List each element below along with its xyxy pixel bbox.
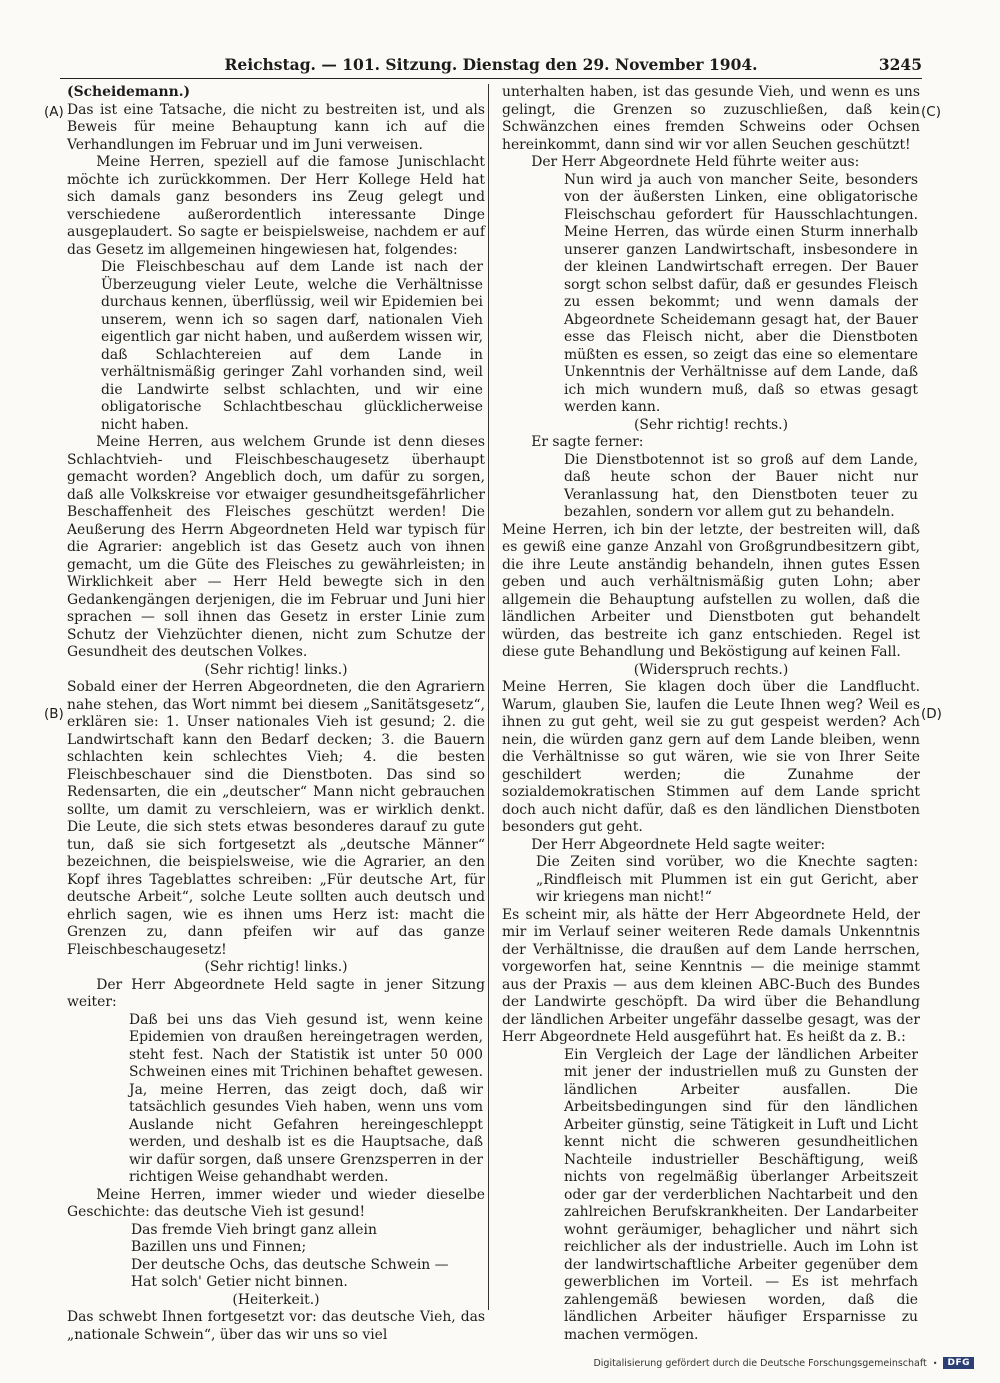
paragraph: Es scheint mir, als hätte der Herr Abgeordnete Held, der mir im Verlauf seiner weiteren Rede damals Unkenntnis der Verhältnisse, die draußen auf dem Lande herrschen, vorgeworfen hat, seine Kenntnis — die meinige stammt aus der Praxis — aus dem kleinen ABC-Buch des Bundes der Landwirte geschöpft. Da wird über die Behandlung der ländlichen Arbeiter ungefähr dasselbe gesagt, was der Herr Abgeordnete Held ausgeführt hat. Es heißt da z. B.:	[502, 906, 920, 1045]
dfg-logo: DFG	[943, 1357, 974, 1369]
paragraph: Meine Herren, immer wieder und wieder dieselbe Geschichte: das deutsche Vieh ist gesund!	[67, 1186, 485, 1220]
quotation: Nun wird ja auch von mancher Seite, besonders von der äußersten Linken, eine obligatorische Fleischschau gefordert für Hausschlachtungen. Meine Herren, das würde einen Sturm innerhalb unserer ganzen Landwirtschaft, insbesondere in der kleinen Landwirtschaft erregen. Der Bauer sorgt schon selbst dafür, daß er gesundes Fleisch zu essen bekommt; und wenn damals der Abgeordnete Scheidemann gesagt hat, der Bauer esse das Fleisch nicht, aber die Dienstboten müßten es essen, so zeigt das eine so elementare Unkenntnis der Verhältnisse auf dem Lande, daß ich mich wundern muß, daß so etwas gesagt werden kann.	[564, 171, 918, 415]
paragraph: Er sagte ferner:	[531, 434, 644, 450]
quotation: Die Fleischbeschau auf dem Lande ist nach der Überzeugung vieler Leute, welche die Verhältnisse durchaus kennen, überflüssig, weil wir Epidemien bei unserem, wenn ich so sagen darf, nationalen Vieh eigentlich gar nicht haben, und außerdem wissen wir, daß Schlachtereien auf dem Lande in verhältnismäßig geringer Zahl vorhanden sind, weil die Landwirte selbst schlachten, und wir eine obligatorische Schlachtbeschau glücklicherweise nicht haben.	[101, 259, 483, 433]
margin-mark-b: (B)	[44, 706, 64, 722]
paragraph: Sobald einer der Herren Abgeordneten, die den Agrariern nahe stehen, das Wort nimmt bei diesem „Sanitätsgesetz“, erklären sie: 1. Unser nationales Vieh ist gesund; 2. die Landwirtschaft kann den Bedarf decken; 3. die Bauern schlachten kein schlechtes Vieh; 4. die besten Fleischbeschauer sind die Dienstboten. Das sind so Redensarten, die ein „deutscher“ Mann nicht gebrauchen sollte, um damit zu verschleiern, was er wirklich denkt. Die Leute, die sich stets etwas besonderes darauf zu gute tun, daß sie sich fortgesetzt als „deutsche Männer“ bezeichnen, die beispielsweise, wie die Agrarier, an den Kopf ihres Tageblattes schreiben: „Für deutsche Art, für deutsche Arbeit“, solche Leute sollten auch deutsch und ehrlich sagen, wie es ihnen ums Herz ist: macht die Grenzen zu, dann pfeifen wir auf das ganze Fleischbeschaugesetz!	[67, 679, 485, 958]
paragraph: Der Herr Abgeordnete Held führte weiter aus:	[531, 154, 860, 170]
page-number: 3245	[878, 55, 922, 74]
paragraph: Der Herr Abgeordnete Held sagte weiter:	[531, 836, 826, 853]
right-column	[502, 84, 920, 1343]
running-head: Reichstag. — 101. Sitzung. Dienstag den 29. November 1904.	[224, 55, 758, 74]
verse-line: Bazillen uns und Finnen;	[131, 1239, 307, 1255]
paragraph: Das schwebt Ihnen fortgesetzt vor: das deutsche Vieh, das „nationale Schwein“, über das wir uns so viel	[67, 1309, 485, 1343]
quotation: Die Dienstbotennot ist so groß auf dem Lande, daß heute schon der Bauer nicht nur Veranlassung hat, den Dienstboten teuer zu bezahlen, sondern vor allem gut zu behandeln.	[564, 451, 918, 520]
left-column	[67, 84, 485, 1343]
verse-line: Der deutsche Ochs, das deutsche Schwein —	[131, 1256, 449, 1273]
paragraph: Meine Herren, aus welchem Grunde ist denn dieses Schlachtvieh- und Fleischbeschaugesetz überhaupt gemacht worden? Angeblich doch, um dafür zu sorgen, daß alle Volkskreise vor etwaiger gesundheitsgefährlicher Beschaffenheit des Fleisches geschützt werden! Die Aeußerung des Herrn Abgeordneten Held war typisch für die Agrarier: angeblich ist das Gesetz auch von ihnen gemacht, um die Güte des Fleisches zu gewährleisten; in Wirklichkeit aber — Herr Held bewegte sich in den Gedankengängen derjenigen, die im Februar und Juni hier sprachen — soll ihnen das Gesetz in erster Linie zum Schutz der Viehzüchter dienen, nicht zum Schutze der Gesundheit des deutschen Volkes.	[67, 434, 485, 660]
interjection: (Sehr richtig! links.)	[204, 959, 348, 975]
separator-dot: •	[932, 1358, 938, 1368]
footer-credit-text: Digitalisierung gefördert durch die Deutsche Forschungsgemeinschaft	[593, 1357, 927, 1369]
paragraph: Meine Herren, ich bin der letzte, der bestreiten will, daß es gewiß eine ganze Anzahl von Großgrundbesitzern gibt, die ihre Leute anständig behandeln, ihnen gutes Essen geben und auch verhältnismäßig guten Lohn; aber allgemein die Behauptung aufstellen zu wollen, daß die ländlichen Arbeiter und Dienstboten gut behandelt würden, das bestreite ich ganz entschieden. Regel ist diese gute Behandlung und Beköstigung auf keinen Fall.	[502, 521, 920, 660]
paragraph: unterhalten haben, ist das gesunde Vieh, und wenn es uns gelingt, die Grenzen so zuzuschließen, daß kein Schwänzchen eines fremden Schweins oder Ochsen hereinkommt, dann sind wir vor allen Seuchen geschützt!	[502, 84, 920, 153]
interjection: (Sehr richtig! rechts.)	[633, 416, 788, 433]
verse-line: Hat solch' Getier nicht binnen.	[131, 1274, 348, 1290]
quotation: Daß bei uns das Vieh gesund ist, wenn keine Epidemien von draußen hereingetragen werden, steht fest. Nach der Statistik ist unter 50 000 Schweinen eines mit Trichinen behaftet gewesen. Ja, meine Herren, das zeigt doch, daß wir tatsächlich gesundes Vieh haben, wenn uns vom Auslande nicht Gefahren hereingeschleppt werden, und deshalb ist es die Hauptsache, daß wir dafür sorgen, daß unsere Grenzsperren in der richtigen Weise gehandhabt werden.	[129, 1011, 483, 1185]
margin-mark-c: (C)	[921, 104, 941, 120]
footer-credit	[593, 1357, 974, 1369]
interjection: (Heiterkeit.)	[232, 1291, 320, 1308]
header-rule	[60, 78, 922, 79]
verse-line: Das fremde Vieh bringt ganz allein	[131, 1221, 377, 1238]
margin-mark-a: (A)	[44, 104, 64, 120]
interjection: (Widerspruch rechts.)	[633, 661, 789, 678]
quotation: Die Zeiten sind vorüber, wo die Knechte sagten: „Rindfleisch mit Plummen ist ein gut Gericht, aber wir kriegens man nicht!“	[536, 854, 918, 905]
paragraph: Das ist eine Tatsache, die nicht zu bestreiten ist, und als Beweis für meine Behauptung kann ich auf die Verhandlungen im Februar und im Juni verweisen.	[67, 101, 485, 153]
column-divider	[488, 84, 489, 1310]
paragraph: Meine Herren, Sie klagen doch über die Landflucht. Warum, glauben Sie, laufen die Leute Ihnen weg? Weil es ihnen zu gut geht, weil sie zu gut gespeist werden? Ach nein, die würden ganz gern auf dem Lande bleiben, wenn die Verhältnisse so gut wären, wie sie von Ihrer Seite geschildert werden; die Zunahme der sozialdemokratischen Stimmen auf dem Lande spricht doch auch nicht dafür, daß es den ländlichen Dienstboten besonders gut geht.	[502, 679, 920, 835]
speaker-name: (Scheidemann.)	[67, 84, 191, 100]
paragraph: Der Herr Abgeordnete Held sagte in jener Sitzung weiter:	[67, 976, 485, 1010]
margin-mark-d: (D)	[921, 706, 942, 722]
interjection: (Sehr richtig! links.)	[204, 661, 348, 678]
quotation: Ein Vergleich der Lage der ländlichen Arbeiter mit jener der industriellen muß zu Gunsten der ländlichen Arbeiter ausfallen. Die Arbeitsbedingungen sind für den ländlichen Arbeiter günstig, seine Tätigkeit in Luft und Licht kennt nicht die schweren gesundheitlichen Nachteile industrieller Beschäftigung, weiß nichts von regelmäßig überlanger Arbeitszeit oder gar der verderblichen Nachtarbeit und den zahlreichen Berufskrankheiten. Der Landarbeiter wohnt geräumiger, behaglicher und nährt sich reichlicher als der industrielle. Auch im Lohn ist der landwirtschaftliche Arbeiter gegenüber dem gewerblichen im Vorteil. — Es ist mehrfach zahlengemäß bewiesen worden, daß die ländlichen Arbeiter häufiger Ersparnisse zu machen vermögen.	[564, 1046, 918, 1343]
paragraph: Meine Herren, speziell auf die famose Junischlacht möchte ich zurückkommen. Der Herr Kollege Held hat sich damals ganz besonders ins Zeug gelegt und verschiedene außerordentlich interessante Dinge ausgeplaudert. So sagte er beispielsweise, nachdem er auf das Gesetz im allgemeinen hingewiesen hat, folgendes:	[67, 154, 485, 258]
